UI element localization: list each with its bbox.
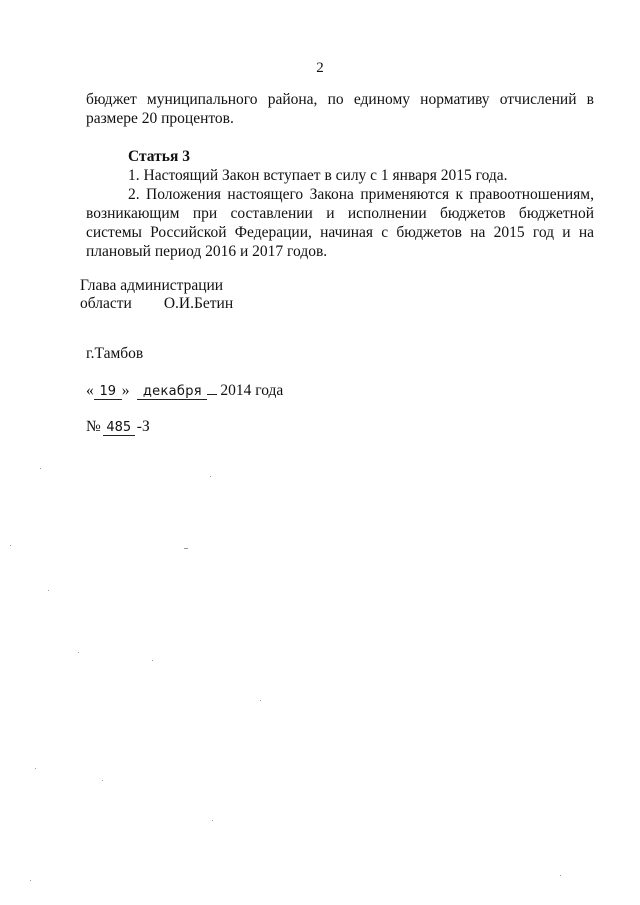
date-open-quote: «	[86, 382, 94, 399]
date-month: декабря	[137, 384, 207, 400]
scan-speck	[30, 880, 31, 881]
scan-speck	[102, 780, 103, 781]
signature-position-line-2	[80, 295, 233, 313]
scan-speck	[560, 875, 561, 876]
scan-speck	[35, 768, 36, 769]
number-suffix: -З	[136, 418, 150, 435]
signature-position-region: области	[80, 295, 132, 312]
article-paragraph-1: 1. Настоящий Закон вступает в силу с 1 января 2015 года.	[128, 167, 508, 184]
scan-speck	[152, 660, 153, 661]
scan-speck	[210, 476, 211, 477]
date-year: 2014 года	[220, 382, 284, 399]
number-value: 485	[103, 420, 135, 436]
date-month-underline	[207, 382, 217, 395]
number-prefix: №	[86, 418, 101, 435]
signing-date	[86, 382, 283, 400]
scan-speck	[40, 468, 41, 469]
scan-speck	[48, 590, 49, 591]
continuation-line-1: бюджет муниципального района, по единому нормативу отчислений в	[86, 91, 594, 108]
article-paragraph-2: 2. Положения настоящего Закона применяются к правоотношениям, возникающим при составлении и исполнении бюджетов бюджетной системы Российской Федерации, начиная с бюджетов на 2015 год и на плановый период 2016 и 2017 годов.	[86, 186, 594, 260]
law-number	[86, 418, 150, 436]
article-title: Статья 3	[128, 148, 190, 165]
date-day: 19	[94, 384, 122, 400]
scan-speck	[184, 548, 188, 549]
continuation-paragraph	[86, 90, 594, 128]
scan-speck	[10, 545, 11, 546]
scan-speck	[212, 820, 213, 821]
scan-speck	[78, 652, 79, 653]
signature-block	[80, 277, 233, 313]
continuation-line-2: размере 20 процентов.	[86, 110, 234, 127]
page-number: 2	[316, 60, 324, 76]
scan-speck	[260, 700, 261, 701]
place-of-signing: г.Тамбов	[86, 345, 144, 362]
signatory-name: О.И.Бетин	[163, 295, 234, 312]
date-close-quote: »	[121, 382, 130, 399]
signature-position-line-1: Глава администрации	[80, 277, 224, 294]
